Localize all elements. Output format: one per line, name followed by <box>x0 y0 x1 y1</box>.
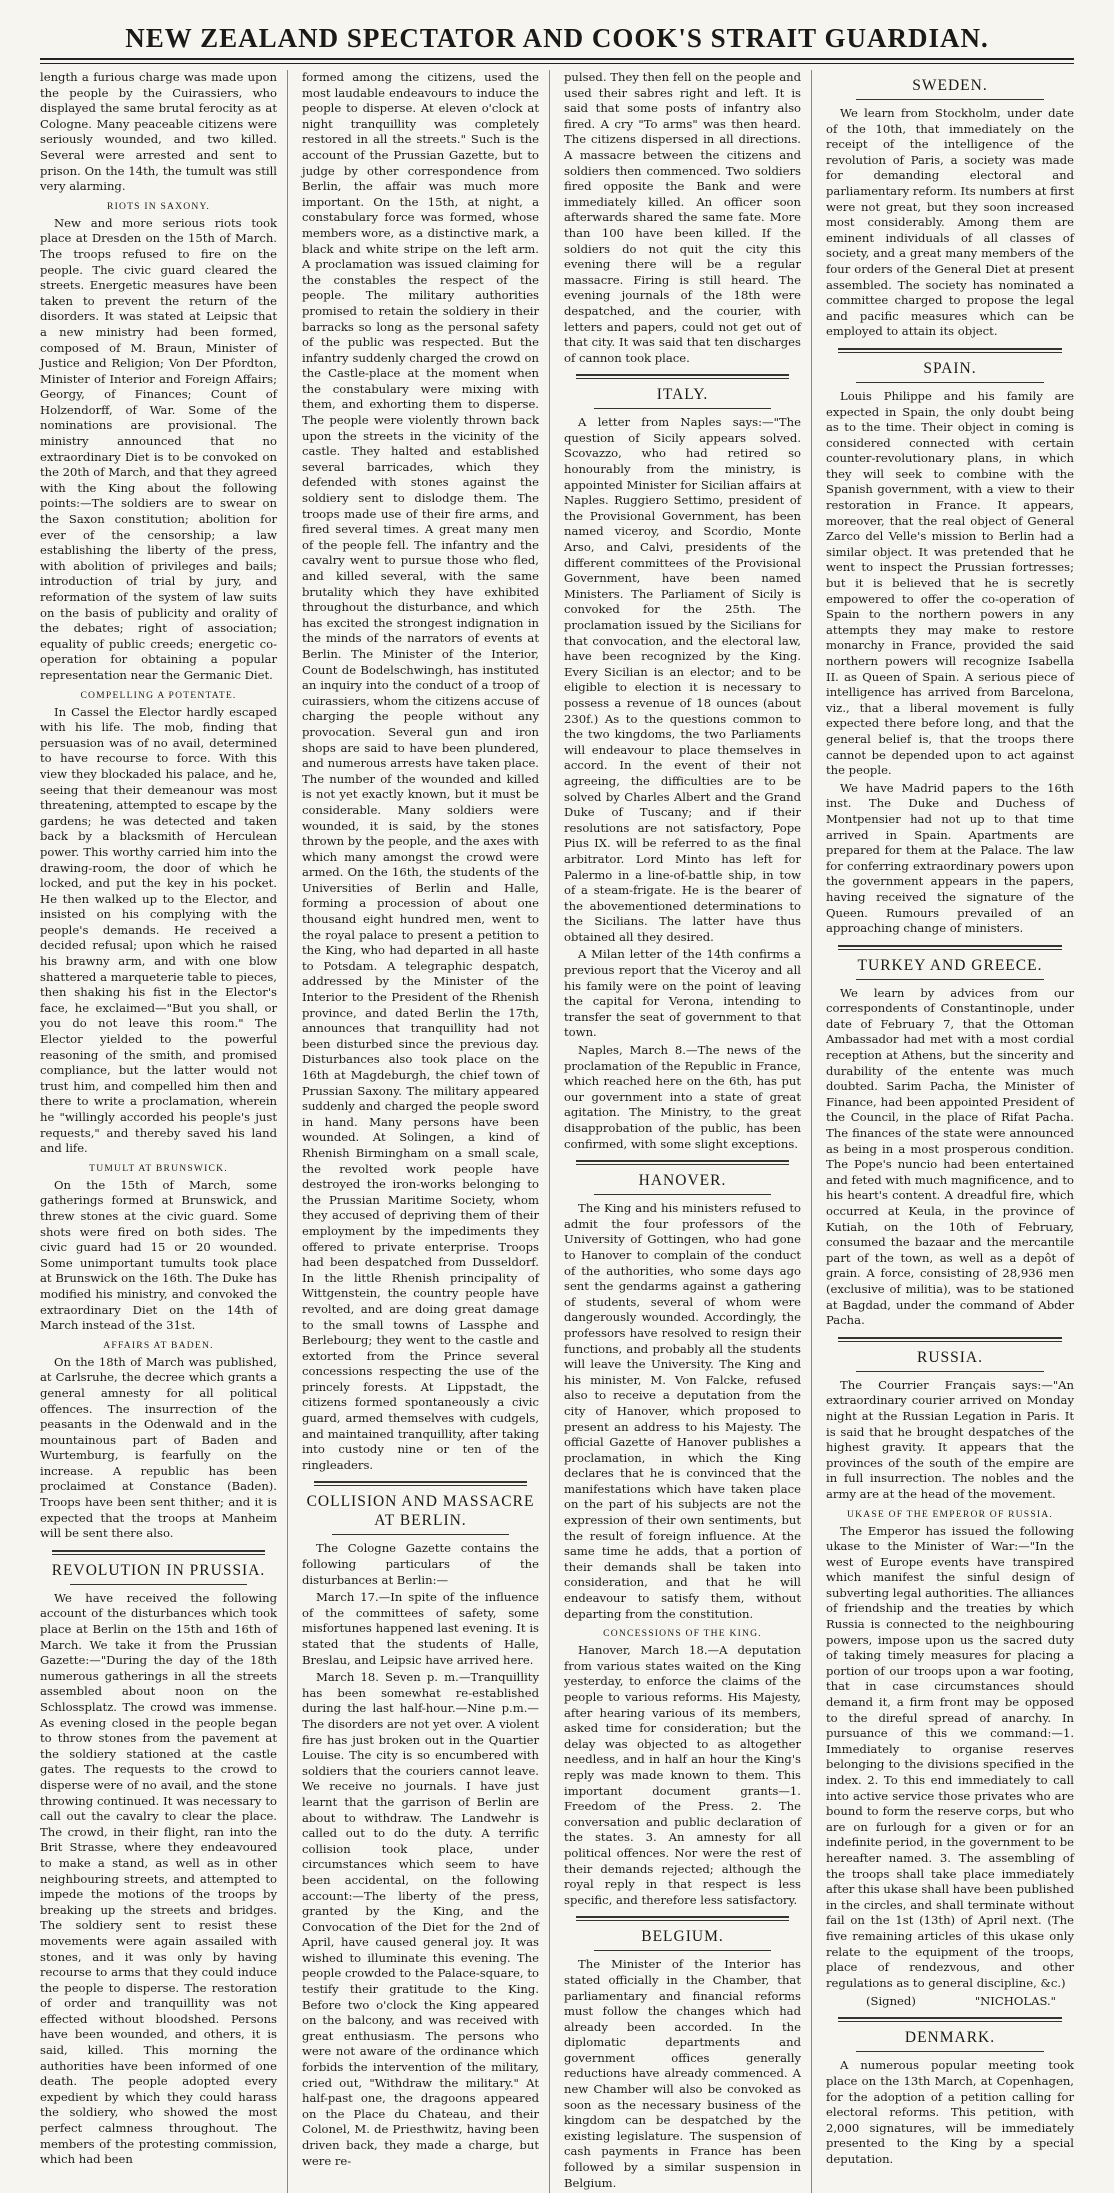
subheading-potentate: COMPELLING A POTENTATE. <box>80 689 237 701</box>
section-heading-collision: COLLISION AND MASSACRE AT BERLIN. <box>306 1493 535 1530</box>
article-paragraph: We have Madrid papers to the 16th inst. The Duke and Duchess of Montpensier had not up to that time arrived in Spain. Apartments are prepared for them at the Palace. The law for conferring extraordinary powers upon the government appears in the papers, having received the signature of the Queen. Rumours prevailed of an approaching change of ministers. <box>826 780 1074 936</box>
article-paragraph: March 18. Seven p. m.—Tranquillity has been somewhat re-established during the last half-hour.—Nine p.m.—The disorders are not yet over. A violent fire has just broken out in the Quartier Louise. The city is so encumbered with soldiers that the couriers cannot leave. We receive no journals. I have just learnt that the garrison of Berlin are about to withdraw. The Landwehr is called out to do the duty. A terrific collision took place, under circumstances which seem to have been accidental, on the following account:—The liberty of the press, granted by the King, and the Convocation of the Diet for the 2nd of April, have caused general joy. It was wished to illuminate this evening. The people crowded to the Palace-square, to testify their gratitude to the King. Before two o'clock the King appeared on the balcony, and was received with great enthusiasm. The persons who were not aware of the ordinance which forbids the intervention of the military, cried out, "Withdraw the military." At half-past one, the dragoons appeared on the Place du Chateau, and their Colonel, M. de Priesthwitz, having been driven back, they made a charge, but were re- <box>302 1670 539 2168</box>
section-rule <box>856 2051 1044 2052</box>
article-columns <box>40 70 1074 2190</box>
signed-label: (Signed) <box>866 1994 916 2009</box>
article-paragraph: March 17.—In spite of the influence of the committees of safety, some misfortunes happened last evening. It is stated that the students of Halle, Breslau, and Leipsic have arrived here. <box>302 1590 539 1667</box>
article-paragraph: A letter from Naples says:—"The question of Sicily appears solved. Scovazzo, who had retired so honourably from the ministry, is appointed Minister for Sicilian affairs at Naples. Ruggiero Settimo, president of the Provisional Government, has been named viceroy, and Scordio, Monte Arso, and Calvi, presidents of the different committees of the Provisional Government, have been named Ministers. The Parliament of Sicily is convoked for the 25th. The proclamation issued by the Sicilians for that convocation, and the electoral law, have been recognized by the King. Every Sicilian is an elector; and to be eligible to election it is necessary to possess a revenue of 18 ounces (about 230f.) As to the questions common to the two kingdoms, the two Parliaments will endeavour to place themselves in accord. In the event of their not agreeing, the difficulties are to be solved by Charles Albert and the Grand Duke of Tuscany; and if their resolutions are not satisfactory, Pope Pius IX. will be referred to as the final arbitrator. Lord Minto has left for Palermo in a line-of-battle ship, in tow of a steam-frigate. He is the bearer of the abovementioned determinations to the Sicilians. The latter have thus obtained all they desired. <box>564 415 801 944</box>
section-rule <box>576 1916 789 1921</box>
section-heading-italy: ITALY. <box>656 386 709 404</box>
article-paragraph: New and more serious riots took place at Dresden on the 15th of March. The troops refused to fire on the people. The civic guard cleared the streets. Energetic measures have been taken to prevent the return of the disorders. It was stated at Leipsic that a new ministry had been formed, composed of M. Braun, Minister of Justice and Religion; Von Der Pfordton, Minister of Interior and Foreign Affairs; Georgy, of Finances; Count of Holzendorff, of War. Some of the nominations are provisional. The ministry announced that no extraordinary Diet is to be convoked on the 20th of March, and that they agreed with the King about the following points:—The soldiers are to swear on the Saxon constitution; abolition for ever of the censorship; a law establishing the liberty of the press, with abolition of privileges and bails; introduction of trial by jury, and reformation of the system of law suits on the basis of publicity and orality of the debates; right of association; equality of public creeds; energetic co-operation for obtaining a popular representation near the Germanic Diet. <box>40 215 277 682</box>
article-paragraph: In Cassel the Elector hardly escaped with his life. The mob, finding that persuasion was of no avail, determined to have recourse to force. With this view they blockaded his palace, and he, seeing that their demeanour was most threatening, attempted to escape by the gardens; he was detected and taken back by a blacksmith of Herculean power. This worthy carried him into the drawing-room, the door of which he locked, and put the key in his pocket. He then walked up to the Elector, and insisted on his complying with the people's demands. He received a decided refusal; upon which he raised his brawny arm, and with one blow shattered a marqueterie table to pieces, then shaking his fist in the Elector's face, he exclaimed—"But you shall, or you do not leave this room." The Elector yielded to the powerful reasoning of the smith, and promised compliance, but the latter would not trust him, and compelled him then and there to write a proclamation, wherein he "willingly accorded his people's just requests," and thereby saved his land and life. <box>40 704 277 1156</box>
article-paragraph: We have received the following account of the disturbances which took place at Berlin on the 15th and 16th of March. We take it from the Prussian Gazette:—"During the day of the 18th numerous gatherings in all the streets assembled about noon on the Schlossplatz. The crowd was immense. As evening closed in the people began to throw stones from the pavement at the soldiery stationed at the castle gates. The requests to the crowd to disperse were of no avail, and the stone throwing continued. It was necessary to call out the cavalry to clear the place. The crowd, in their flight, ran into the Brit Strasse, where they endeavoured to make a stand, as well as in other neighbouring streets, and attempted to impede the motions of the troops by breaking up the streets and bridges. The soldiery sent to resist these movements were again assailed with stones, and it was only by having recourse to arms that they could induce the people to disperse. The restoration of order and tranquillity was not effected without bloodshed. Persons have been wounded, and others, it is said, killed. This morning the authorities have been informed of one death. The people adopted every expedient by which they could harass the soldiery, who showed the most perfect calmness throughout. The members of the protesting commission, which had been <box>40 1590 277 2167</box>
article-paragraph: We learn by advices from our correspondents of Constantinople, under date of February 7, that the Ottoman Ambassador had met with a most cordial reception at Athens, but the sincerity and durability of the entente was much doubted. Sarim Pacha, the Minister of Finance, had been appointed President of the Council, in the place of Rifat Pacha. The finances of the state were announced as being in a most prosperous condition. The Pope's nuncio had been entertained and feted with much magnificence, and to his heart's content. A dreadful fire, which occurred at Keula, in the province of Kutiah, on the 10th of February, consumed the bazaar and the mercantile part of the town, as well as a depôt of grain. A force, consisting of 28,936 men (exclusive of militia), was to be stationed at Bagdad, under the command of Abder Pacha. <box>826 985 1074 1328</box>
article-paragraph: length a furious charge was made upon the people by the Cuirassiers, who displayed the same brutal ferocity as at Cologne. Many peaceable citizens were seriously wounded, and two killed. Several were arrested and sent to prison. On the 14th, the tumult was still very alarming. <box>40 70 277 194</box>
section-rule <box>594 1950 771 1951</box>
column-4 <box>826 70 1074 2193</box>
section-rule <box>838 1337 1062 1342</box>
section-rule <box>838 2017 1062 2022</box>
article-paragraph: On the 15th of March, some gatherings formed at Brunswick, and threw stones at the civic guard. Some shots were fired on both sides. The civic guard had 15 or 20 wounded. Some unimportant tumults took place at Brunswick on the 16th. The Duke has modified his ministry, and convoked the extraordinary Diet on the 14th of March instead of the 31st. <box>40 1177 277 1333</box>
section-rule <box>856 979 1044 980</box>
article-paragraph: Hanover, March 18.—A deputation from various states waited on the King yesterday, to enforce the claims of the people to various reforms. His Majesty, after hearing various of its members, asked time for consideration; but the delay was objected to as altogether needless, and in half an hour the King's reply was made known to them. This important document grants—1. Freedom of the Press. 2. The conversation and public declaration of the states. 3. An amnesty for all political offences. Nor were the rest of their demands rejected; although the royal reply in that respect is less specific, and therefore less satisfactory. <box>564 1643 801 1907</box>
article-paragraph: formed among the citizens, used the most laudable endeavours to induce the people to disperse. At eleven o'clock at night tranquillity was completely restored in all the streets." Such is the account of the Prussian Gazette, but to judge by other correspondence from Berlin, the affair was much more important. On the 15th, at night, a constabulary force was formed, whose members wore, as a distinctive mark, a black and white stripe on the left arm. A proclamation was issued claiming for the constables the respect of the people. The military authorities promised to retain the soldiery in their barracks so long as the personal safety of the public was respected. But the infantry suddenly charged the crowd on the Castle-place at the moment when the constabulary were mixing with them, and exhorting them to disperse. The people were violently thrown back upon the streets in the vicinity of the castle. They halted and established several barricades, which they defended with stones against the soldiery sent to dislodge them. The troops made use of their fire arms, and fired several times. A great many men of the people fell. The infantry and the cavalry went to pursue those who fled, and killed several, with the same brutality which they have exhibited throughout the disturbance, and which has excited the strongest indignation in the minds of the narrators of events at Berlin. The Minister of the Interior, Count de Bodelschwingh, has instituted an inquiry into the conduct of a troop of cuirassiers, whom the citizens accuse of charging the people without any provocation. Several gun and iron shops are said to have been plundered, and numerous arrests have taken place. The number of the wounded and killed is not yet exactly known, but it must be considerable. Many soldiers were wounded, it is said, by the stones thrown by the people, and the axes with which many amongst the crowd were armed. On the 16th, the students of the Universities of Berlin and Halle, forming a procession of about one thousand eight hundred men, went to the royal palace to present a petition to the King, who had departed in all haste to Potsdam. A telegraphic despatch, addressed by the Minister of the Interior to the President of the Rhenish province, and dated Berlin the 17th, announces that tranquillity had not been disturbed since the previous day. Disturbances also took place on the 16th at Magdeburgh, the chief town of Prussian Saxony. The military appeared suddenly and charged the people sword in hand. Many persons have been wounded. At Solingen, a kind of Rhenish Birmingham on a small scale, the revolted work people have destroyed the iron-works belonging to the Prussian Maritime Society, whom they accused of depriving them of their employment by the impediments they offered to private enterprise. Troops had been despatched from Dusseldorf. In the little Rhenish principality of Wittgenstein, the country people have revolted, and are doing great damage to the small towns of Lassphe and Berlebourg; they went to the castle and extorted from the Prince several concessions respecting the use of the princely forests. At Lippstadt, the citizens formed spontaneously a civic guard, armed themselves with cudgels, and maintained tranquillity, after taking into custody nine or ten of the ringleaders. <box>302 70 539 1472</box>
article-paragraph: The King and his ministers refused to admit the four professors of the University of Gottingen, who had gone to Hanover to complain of the conduct of the authorities, who some days ago sent the gendarms against a gathering of students, several of whom were dangerously wounded. Accordingly, the professors have resolved to resign their functions, and probably all the students will leave the University. The King and his minister, M. Von Falcke, refused also to receive a deputation from the city of Hanover, which proposed to present an address to his Majesty. The official Gazette of Hanover publishes a proclamation, in which the King declares that he is convinced that the manifestations which have taken place on the part of his subjects are not the expression of their own sentiments, but the result of foreign influence. At the same time he adds, that a portion of their demands shall be taken into consideration, and that he will endeavour to satisfy them, without departing from the constitution. <box>564 1201 801 1621</box>
section-heading-turkey-greece: TURKEY AND GREECE. <box>857 956 1043 974</box>
article-paragraph: Louis Philippe and his family are expected in Spain, the only doubt being as to the time. Their object in coming is considered connected with certain counter-revolutionary plans, in which they will seek to combine with the Spanish government, with a view to their restoration in France. It appears, moreover, that the real object of General Zarco del Velle's mission to Berlin had a similar object. It was pretended that he went to inspect the Prussian fortresses; but it is believed that he is secretly empowered to offer the co-operation of Spain to the northern powers in any attempts they may make to restore monarchy in France, provided the said northern powers will recognize Isabella II. as Queen of Spain. A serious piece of intelligence has arrived from Barcelona, viz., that a liberal movement is fully expected there before long, and that the general belief is, that the troops there cannot be depended upon to act against the people. <box>826 388 1074 778</box>
article-paragraph: The Cologne Gazette contains the following particulars of the disturbances at Berlin:— <box>302 1541 539 1587</box>
subheading-ukase: UKASE OF THE EMPEROR OF RUSSIA. <box>846 1508 1053 1520</box>
article-paragraph: A numerous popular meeting took place on the 13th March, at Copenhagen, for the adoption of a petition calling for electoral reforms. This petition, with 2,000 signatures, will be immediately presented to the King by a special deputation. <box>826 2058 1074 2166</box>
section-heading-prussia: REVOLUTION IN PRUSSIA. <box>51 1561 266 1579</box>
signature-line <box>826 1993 1074 2009</box>
section-heading-russia: RUSSIA. <box>916 1348 983 1366</box>
signed-name: "NICHOLAS." <box>974 1994 1056 2009</box>
section-rule <box>332 1534 509 1535</box>
article-paragraph: The Emperor has issued the following ukase to the Minister of War:—"In the west of Europe events have transpired which manifest the sinful design of subverting legal authorities. The alliances of friendship and the treaties by which Russia is connected to the neighbouring powers, impose upon us the sacred duty of taking timely measures for placing a portion of our troops upon a war footing, that in case circumstances should demand it, a firm front may be opposed to the direful spread of anarchy. In pursuance of this we command:—1. Immediately to organise reserves belonging to the divisions specified in the index. 2. To this end immediately to call into active service those privates who are bound to form the reserve corps, but who are on furlough for a given or for an indefinite period, in the government to be hereafter named. 3. The assembling of the troops shall take place immediately after this ukase shall have been published in the circles, and shall terminate without fail on the 1st (13th) of April next. (The five remaining articles of this ukase only relate to the equipment of the troops, place of rendezvous, and other regulations as to general discipline, &c.) <box>826 1523 1074 1990</box>
masthead-rule <box>40 58 1074 64</box>
section-rule <box>838 348 1062 353</box>
section-rule <box>594 1194 771 1195</box>
section-heading-belgium: BELGIUM. <box>641 1928 724 1946</box>
article-paragraph: On the 18th of March was published, at Carlsruhe, the decree which grants a general amnesty for all political offences. The insurrection of the peasants in the Odenwald and in the mountainous part of Baden and Wurtemburg, is fearfully on the increase. A republic has been proclaimed at Constance (Baden). Troops have been sent thither; and it is expected that the troops at Manheim will be sent there also. <box>40 1354 277 1541</box>
section-rule <box>576 1160 789 1165</box>
section-rule <box>314 1481 527 1486</box>
subheading-baden: AFFAIRS AT BADEN. <box>103 1339 214 1351</box>
article-paragraph: pulsed. They then fell on the people and used their sabres right and left. It is said that some posts of infantry also fired. A cry "To arms" was then heard. The citizens dispersed in all directions. A massacre between the citizens and soldiers then commenced. Two soldiers fired opposite the Bank and were immediately killed. An officer soon afterwards shared the same fate. More than 100 have been killed. If the soldiers do not quit the city this evening there will be a regular massacre. Firing is still heard. The evening journals of the 18th were despatched, and the courier, with letters and papers, could not get out of that city. It was said that ten discharges of cannon took place. <box>564 70 801 365</box>
column-3 <box>564 70 812 2193</box>
section-rule <box>856 99 1044 100</box>
column-1 <box>40 70 288 2193</box>
section-rule <box>856 382 1044 383</box>
article-paragraph: A Milan letter of the 14th confirms a previous report that the Viceroy and all his family were on the point of leaving the capital for Verona, intending to transfer the seat of government to that town. <box>564 947 801 1040</box>
section-rule <box>838 945 1062 950</box>
section-heading-denmark: DENMARK. <box>904 2029 996 2047</box>
subheading-brunswick: TUMULT AT BRUNSWICK. <box>89 1162 228 1174</box>
column-2 <box>302 70 550 2193</box>
subheading-concessions: CONCESSIONS OF THE KING. <box>603 1628 762 1640</box>
section-rule <box>70 1584 247 1585</box>
article-paragraph: The Courrier Français says:—"An extraordinary courier arrived on Monday night at the Russian Legation in Paris. It is said that he brought despatches of the highest gravity. It appears that the provinces of the south of the empire are in full insurrection. The nobles and the army are at the head of the movement. <box>826 1377 1074 1501</box>
subheading-saxony: RIOTS IN SAXONY. <box>107 200 210 212</box>
article-paragraph: Naples, March 8.—The news of the proclamation of the Republic in France, which reached here on the 6th, has put our government into a state of great agitation. The Ministry, to the great disapprobation of the public, has been confirmed, with some slight exceptions. <box>564 1043 801 1151</box>
article-paragraph: We learn from Stockholm, under date of the 10th, that immediately on the receipt of the intelligence of the revolution of Paris, a society was made for demanding electoral and parliamentary reform. Its numbers at first were not great, but they soon increased most considerably. Among them are eminent individuals of all classes of society, and a great many members of the four orders of the General Diet at present assembled. The society has nominated a committee charged to propose the legal and pacific measures which can be employed to attain its object. <box>826 106 1074 339</box>
section-heading-spain: SPAIN. <box>923 359 977 377</box>
section-rule <box>576 374 789 379</box>
section-rule <box>52 1550 265 1555</box>
section-heading-sweden: SWEDEN. <box>912 77 988 94</box>
article-paragraph: The Minister of the Interior has stated officially in the Chamber, that parliamentary and financial reforms must follow the changes which had already been accorded. In the diplomatic departments and government offices generally reductions have already commenced. A new Chamber will also be convoked as soon as the necessary business of the kingdom can be despatched by the existing legislature. The suspension of cash payments in France has been followed by a similar suspension in Belgium. <box>564 1957 801 2190</box>
section-heading-hanover: HANOVER. <box>638 1172 727 1190</box>
section-rule <box>594 408 771 409</box>
masthead-title: NEW ZEALAND SPECTATOR AND COOK'S STRAIT GUARDIAN. <box>125 23 989 53</box>
section-rule <box>856 1371 1044 1372</box>
